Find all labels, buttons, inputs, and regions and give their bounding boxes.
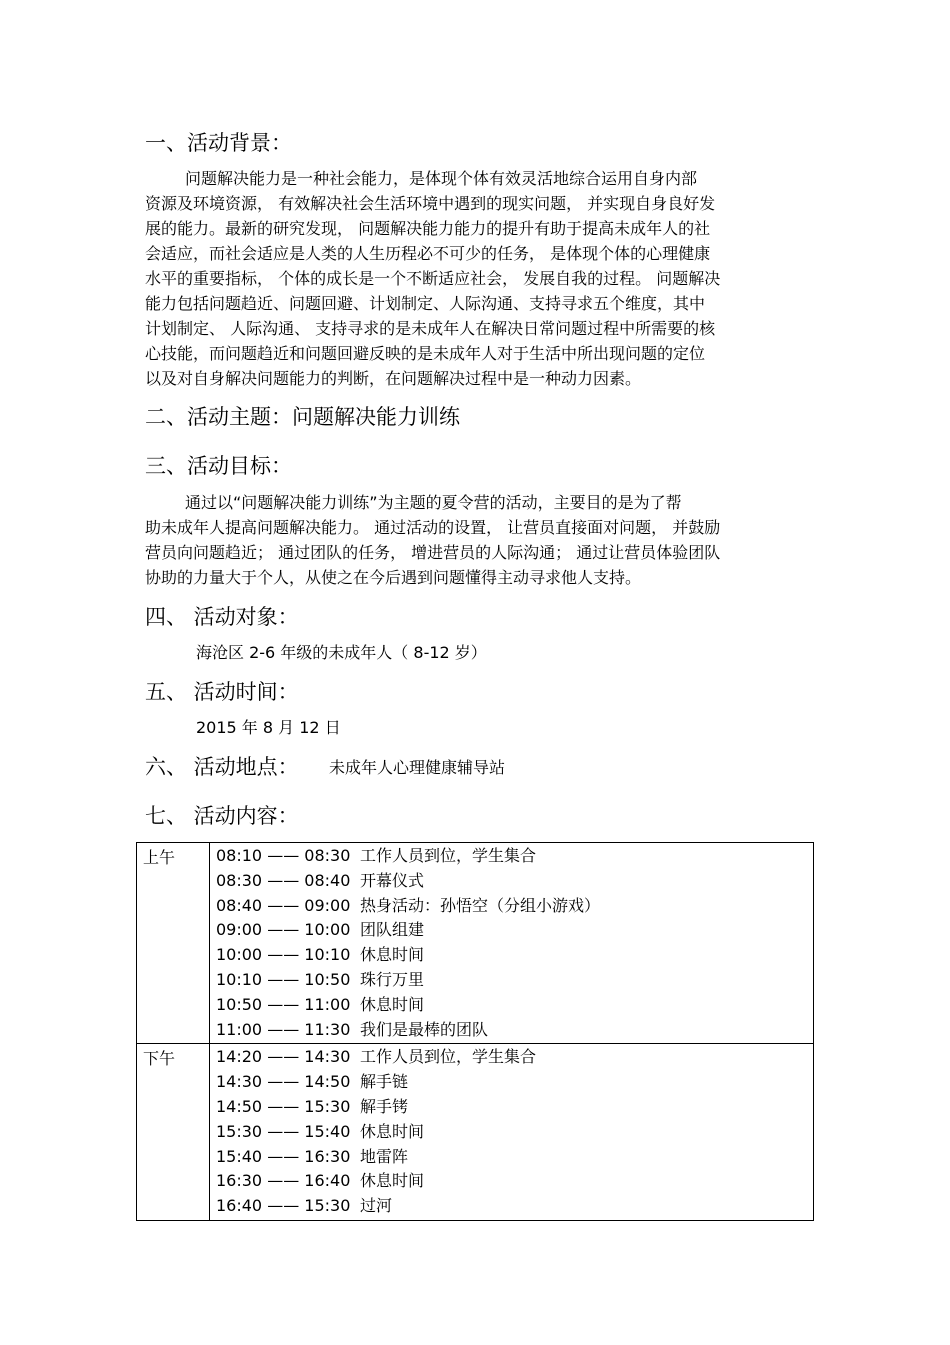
schedule-activity: 过河	[360, 1196, 393, 1216]
section-2-heading: 二、活动主题：问题解决能力训练	[145, 405, 460, 429]
target-audience-text: 海沧区 2-6 年级的未成年人（ 8-12 岁）	[196, 643, 487, 662]
schedule-activity: 休息时间	[360, 945, 425, 965]
paragraph-line: 协助的力量大于个人，从使之在今后遇到问题懂得主动寻求他人支持。	[145, 568, 642, 587]
schedule-activity: 休息时间	[360, 1171, 425, 1191]
event-date-text: 2015 年 8 月 12 日	[196, 718, 341, 737]
schedule-activity: 珠行万里	[360, 969, 425, 989]
schedule-item	[216, 1169, 813, 1194]
paragraph-line: 营员向问题趋近； 通过团队的任务， 增进营员的人际沟通； 通过让营员体验团队	[145, 543, 721, 562]
schedule-item	[216, 968, 813, 993]
schedule-item	[216, 943, 813, 968]
schedule-activity: 解手铐	[360, 1096, 409, 1116]
schedule-time: 08:30 —— 08:40	[216, 870, 351, 890]
schedule-time: 14:20 —— 14:30	[216, 1047, 351, 1067]
schedule-activity: 开幕仪式	[360, 870, 425, 890]
schedule-item	[216, 844, 813, 869]
schedule-time: 09:00 —— 10:00	[216, 920, 351, 940]
paragraph-line: 心技能，而问题趋近和问题回避反映的是未成年人对于生活中所出现问题的定位	[145, 344, 706, 363]
schedule-time: 08:10 —— 08:30	[216, 846, 351, 865]
section-6-heading: 六、 活动地点：	[145, 755, 299, 779]
afternoon-items-cell	[210, 1044, 814, 1221]
schedule-time: 11:00 —— 11:30	[216, 1019, 351, 1039]
schedule-time: 15:40 —— 16:30	[216, 1146, 351, 1166]
period-label-morning: 上午	[137, 843, 210, 1044]
schedule-time: 15:30 —— 15:40	[216, 1121, 351, 1141]
paragraph-line: 通过以“问题解决能力训练”为主题的夏令营的活动，主要目的是为了帮	[185, 493, 682, 512]
paragraph-line: 以及对自身解决问题能力的判断，在问题解决过程中是一种动力因素。	[145, 369, 642, 388]
section-7-heading: 七、 活动内容：	[145, 804, 299, 828]
schedule-time: 16:30 —— 16:40	[216, 1171, 351, 1191]
schedule-item	[216, 918, 813, 943]
schedule-item	[216, 993, 813, 1018]
morning-items-cell	[210, 843, 814, 1044]
schedule-activity: 团队组建	[360, 920, 425, 940]
paragraph-line: 计划制定、 人际沟通、 支持寻求的是未成年人在解决日常问题过程中所需要的核	[145, 319, 716, 338]
schedule-activity: 工作人员到位，学生集合	[360, 1047, 537, 1067]
schedule-activity: 休息时间	[360, 1121, 425, 1141]
paragraph-line: 资源及环境资源， 有效解决社会生活环境中遇到的现实问题， 并实现自身良好发	[145, 194, 716, 213]
paragraph-line: 助未成年人提高问题解决能力。 通过活动的设置， 让营员直接面对问题， 并鼓励	[145, 518, 721, 537]
schedule-time: 10:00 —— 10:10	[216, 945, 351, 965]
paragraph-line: 能力包括问题趋近、问题回避、计划制定、人际沟通、支持寻求五个维度，其中	[145, 294, 706, 313]
schedule-item	[216, 869, 813, 894]
schedule-time: 08:40 —— 09:00	[216, 895, 351, 915]
schedule-activity: 热身活动：孙悟空（分组小游戏）	[360, 895, 601, 915]
schedule-time: 10:50 —— 11:00	[216, 994, 351, 1014]
paragraph-line: 会适应，而社会适应是人类的人生历程必不可少的任务， 是体现个体的心理健康	[145, 244, 711, 263]
schedule-afternoon-row	[137, 1044, 814, 1221]
period-label-afternoon: 下午	[137, 1044, 210, 1221]
schedule-table	[136, 842, 814, 1221]
paragraph-line: 水平的重要指标， 个体的成长是一个不断适应社会， 发展自我的过程。 问题解决	[145, 269, 721, 288]
schedule-activity: 休息时间	[360, 994, 425, 1014]
schedule-item	[216, 894, 813, 919]
section-3-heading: 三、活动目标：	[145, 454, 292, 478]
schedule-item	[216, 1194, 813, 1219]
schedule-activity: 解手链	[360, 1072, 409, 1092]
schedule-item	[216, 1018, 813, 1043]
schedule-item	[216, 1120, 813, 1145]
schedule-time: 14:50 —— 15:30	[216, 1096, 351, 1116]
schedule-activity: 我们是最棒的团队	[360, 1019, 489, 1039]
section-4-heading: 四、 活动对象：	[145, 605, 299, 629]
paragraph-line: 展的能力。最新的研究发现， 问题解决能力能力的提升有助于提高未成年人的社	[145, 219, 711, 238]
section-1-heading: 一、活动背景：	[145, 131, 292, 155]
event-location-text: 未成年人心理健康辅导站	[329, 758, 506, 777]
schedule-morning-row	[137, 843, 814, 1044]
section-5-heading: 五、 活动时间：	[145, 680, 299, 704]
schedule-item	[216, 1070, 813, 1095]
schedule-item	[216, 1045, 813, 1070]
schedule-time: 14:30 —— 14:50	[216, 1072, 351, 1092]
schedule-time: 10:10 —— 10:50	[216, 969, 351, 989]
paragraph-line: 问题解决能力是一种社会能力，是体现个体有效灵活地综合运用自身内部	[185, 169, 698, 188]
schedule-activity: 工作人员到位，学生集合	[360, 846, 537, 865]
schedule-item	[216, 1095, 813, 1120]
schedule-time: 16:40 —— 15:30	[216, 1196, 351, 1216]
schedule-activity: 地雷阵	[360, 1146, 409, 1166]
schedule-item	[216, 1145, 813, 1170]
